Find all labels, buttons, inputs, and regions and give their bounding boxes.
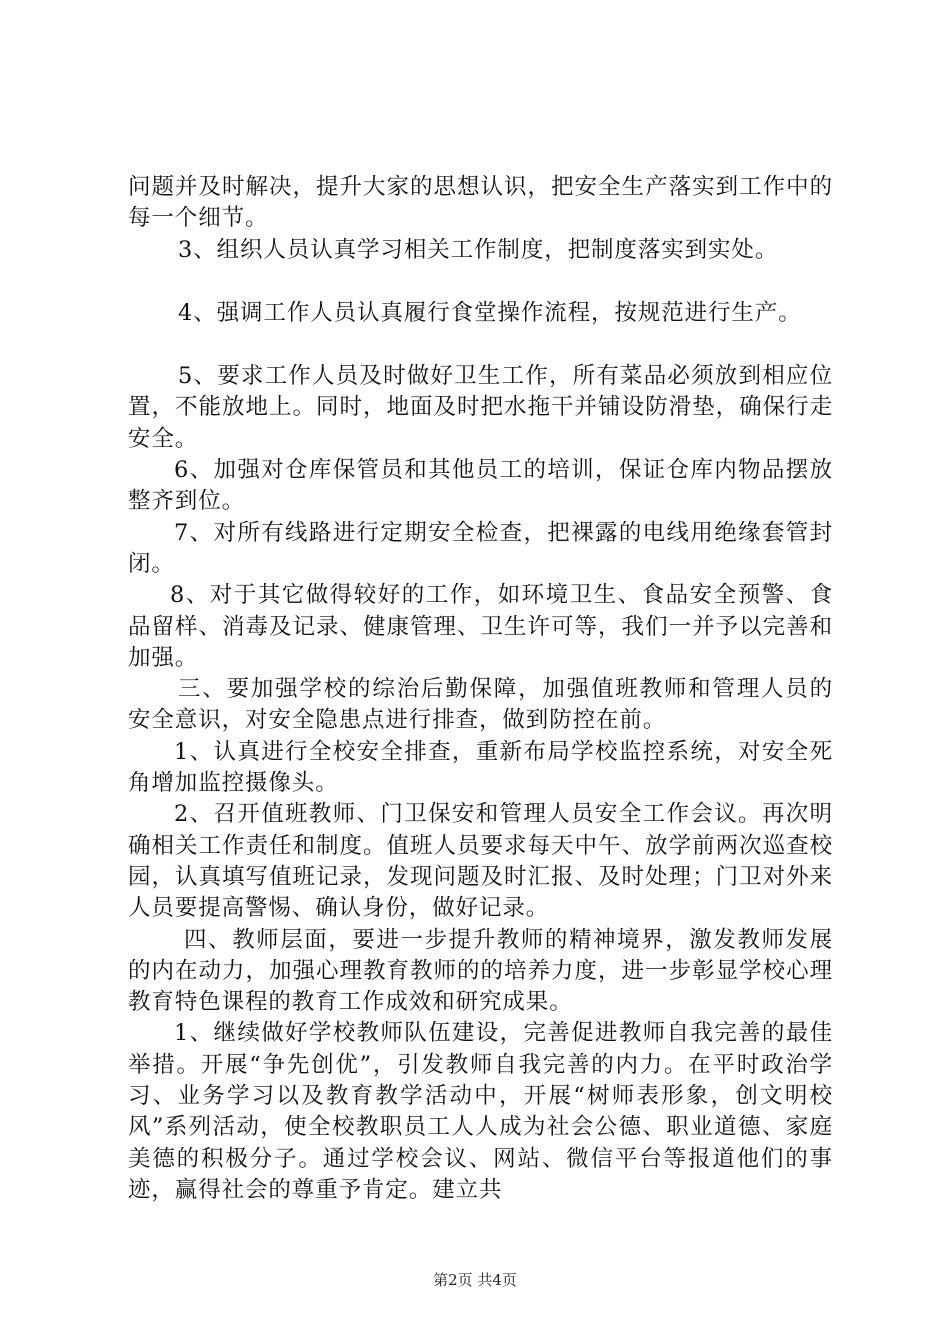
document-body [128, 172, 833, 1206]
page-number-footer: 第2页 共4页 [433, 1271, 517, 1289]
paragraph-section-three-item-2: 2、召开值班教师、门卫保安和管理人员安全工作会议。再次明确相关工作责任和制度。值班人员要求每天中午、放学前两次巡查校园，认真填写值班记录，发现问题及时汇报、及时处理；门卫对外来人员要提高警惕、确认身份，做好记录。 [128, 801, 833, 922]
paragraph-item-5: 5、要求工作人员及时做好卫生工作，所有菜品必须放到相应位置，不能放地上。同时，地面及时把水拖干并铺设防滑垫，确保行走安全。 [128, 363, 833, 452]
paragraph-section-four: 四、教师层面，要进一步提升教师的精神境界，激发教师发展的内在动力，加强心理教育教师的的培养力度，进一步彰显学校心理教育特色课程的教育工作成效和研究成果。 [128, 926, 833, 1016]
paragraph-item-6: 6、加强对仓库保管员和其他员工的培训，保证仓库内物品摆放整齐到位。 [128, 457, 833, 515]
paragraph-section-three-item-1: 1、认真进行全校安全排查，重新布局学校监控系统，对安全死角增加监控摄像头。 [128, 738, 833, 797]
paragraph-continued: 问题并及时解决，提升大家的思想认识，把安全生产落实到工作中的每一个细节。 [128, 174, 833, 232]
paragraph-section-four-item-1: 1、继续做好学校教师队伍建设，完善促进教师自我完善的最佳举措。开展“争先创优”，引发教师自我完善的内力。在平时政治学习、业务学习以及教育教学活动中，开展“树师表形象，创文明校风”系列活动，使全校教职员工人人成为社会公德、职业道德、家庭美德的积极分子。通过学校会议、网站、微信平台等报道他们的事迹，赢得社会的尊重予肯定。建立共 [128, 1020, 833, 1203]
paragraph-section-three: 三、要加强学校的综治后勤保障，加强值班教师和管理人员的安全意识，对安全隐患点进行排查，做到防控在前。 [128, 676, 833, 734]
paragraph-item-4: 4、强调工作人员认真履行食堂操作流程，按规范进行生产。 [178, 299, 802, 326]
paragraph-item-7: 7、对所有线路进行定期安全检查，把裸露的电线用绝缘套管封闭。 [128, 519, 833, 577]
paragraph-item-3: 3、组织人员认真学习相关工作制度，把制度落实到实处。 [178, 236, 779, 263]
paragraph-item-8: 8、对于其它做得较好的工作，如环境卫生、食品安全预警、食品留样、消毒及记录、健康管理、卫生许可等，我们一并予以完善和加强。 [128, 582, 833, 671]
